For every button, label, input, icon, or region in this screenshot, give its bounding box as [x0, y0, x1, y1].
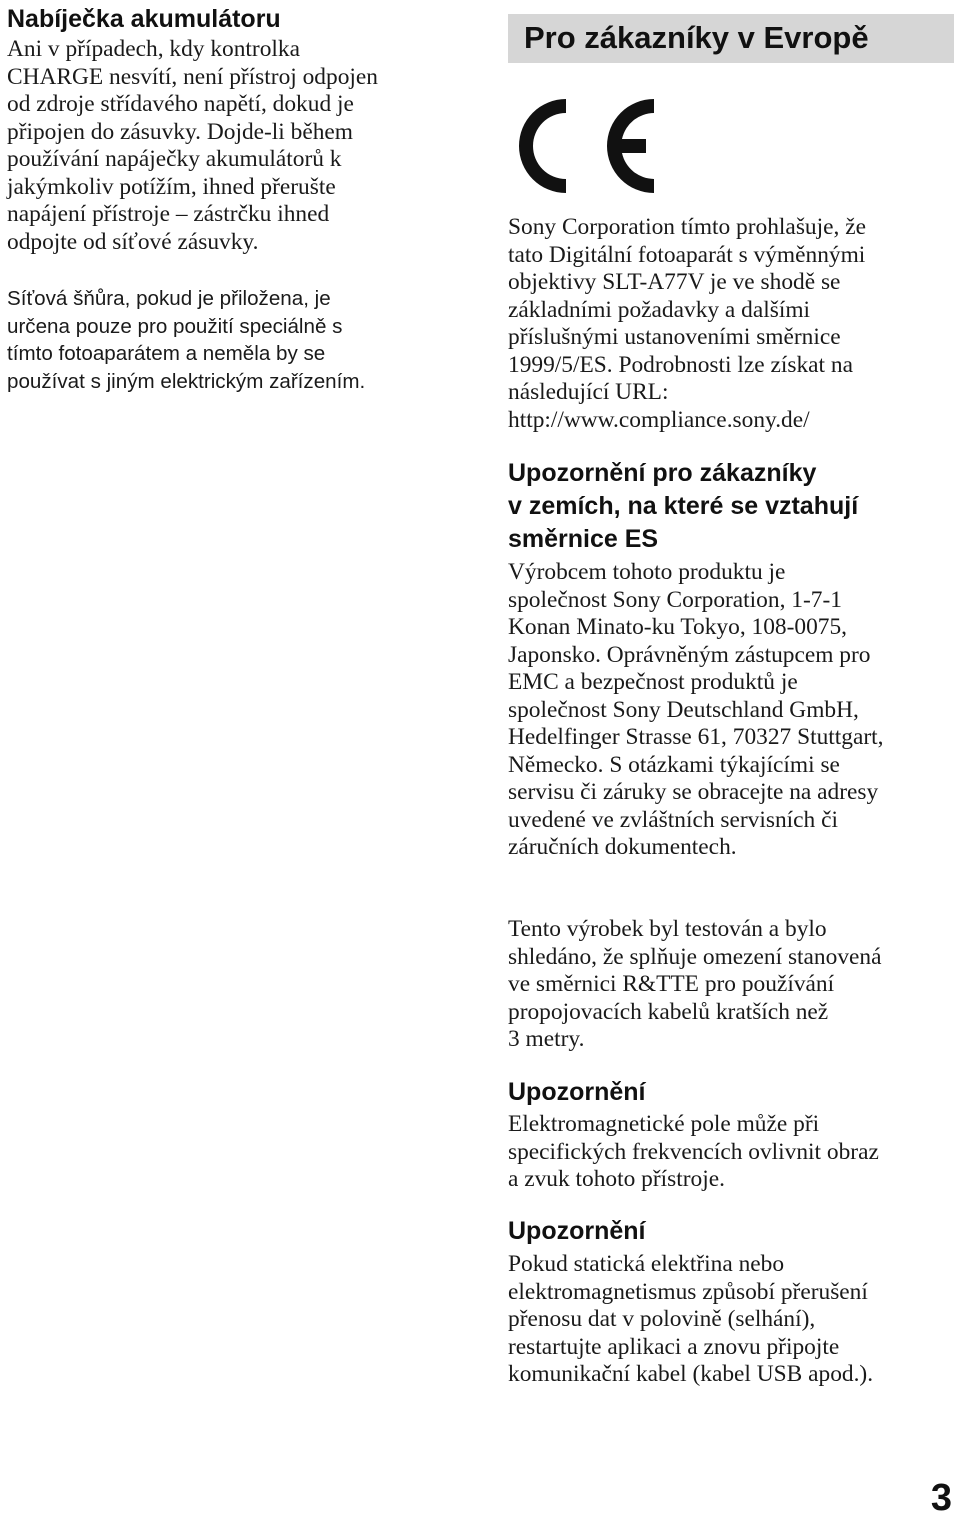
declaration-line: Sony Corporation tímto prohlašuje, že	[508, 214, 866, 240]
manufacturer-line: servisu či záruky se obracejte na adresy	[508, 779, 879, 805]
power-cord-paragraph	[7, 285, 365, 395]
cord-line: tímto fotoaparátem a neměla by se	[7, 342, 326, 365]
charger-paragraph	[7, 36, 378, 256]
charger-line: odpojte od síťové zásuvky.	[7, 228, 259, 255]
cord-line: používat s jiným elektrickým zařízením.	[7, 369, 366, 393]
warning-heading-2: Upozornění	[508, 1217, 646, 1245]
declaration-line: následující URL:	[508, 379, 669, 405]
warning2-line: přenosu dat v polovině (selhání),	[508, 1306, 816, 1332]
declaration-line: základními požadavky a dalšími	[508, 296, 811, 323]
manufacturer-line: společnost Sony Corporation, 1-7-1	[508, 586, 842, 613]
charger-line: CHARGE nesvítí, není přístroj odpojen	[7, 63, 378, 90]
warning-paragraph-2	[508, 1251, 873, 1389]
manufacturer-line: Hedelfinger Strasse 61, 70327 Stuttgart,	[508, 724, 884, 750]
declaration-line: příslušnými ustanoveními směrnice	[508, 324, 841, 350]
declaration-line: 1999/5/ES. Podrobnosti lze získat na	[508, 351, 853, 378]
compliance-url: http://www.compliance.sony.de/	[508, 406, 810, 433]
warning-paragraph-1	[508, 1111, 879, 1194]
charger-line: používání napáječky akumulátorů k	[7, 146, 342, 172]
manufacturer-line: Výrobcem tohoto produktu je	[508, 559, 786, 585]
manufacturer-line: Konan Minato-ku Tokyo, 108-0075,	[508, 614, 848, 640]
eu-heading-line: směrnice ES	[508, 525, 659, 553]
warning2-line: elektromagnetismus způsobí přerušení	[508, 1278, 868, 1305]
charger-line: od zdroje střídavého napětí, dokud je	[7, 91, 354, 117]
charger-heading: Nabíječka akumulátoru	[7, 5, 281, 33]
declaration-line: objektivy SLT-A77V je ve shodě se	[508, 269, 841, 295]
declaration-paragraph	[508, 214, 866, 434]
warning1-line: specifických frekvencích ovlivnit obraz	[508, 1138, 879, 1165]
manufacturer-line: Japonsko. Oprávněným zástupcem pro	[508, 641, 871, 668]
cord-line: Síťová šňůra, pokud je přiložena, je	[7, 287, 331, 310]
charger-line: připojen do zásuvky. Dojde-li během	[7, 118, 354, 145]
warning2-line: restartujte aplikaci a znovu připojte	[508, 1333, 840, 1360]
warning2-line: komunikační kabel (kabel USB apod.).	[508, 1361, 874, 1387]
eu-heading-line: v zemích, na které se vztahují	[508, 492, 859, 520]
eu-heading-line: Upozornění pro zákazníky	[508, 459, 817, 487]
manufacturer-line: uvedené ve zvláštních servisních či	[508, 806, 838, 833]
rtte-line: ve směrnici R&TTE pro používání	[508, 971, 835, 997]
manufacturer-line: EMC a bezpečnost produktů je	[508, 669, 798, 695]
page-number: 3	[930, 1477, 952, 1519]
rtte-line: Tento výrobek byl testován a bylo	[508, 916, 827, 942]
warning-heading-1: Upozornění	[508, 1078, 646, 1106]
charger-line: napájení přístroje – zástrčku ihned	[7, 201, 330, 227]
charger-line: Ani v případech, kdy kontrolka	[7, 36, 300, 62]
manufacturer-line: Německo. S otázkami týkajícími se	[508, 751, 840, 778]
charger-line: jakýmkoliv potížím, ihned přerušte	[7, 173, 336, 200]
manufacturer-line: záručních dokumentech.	[508, 834, 737, 860]
warning1-line: Elektromagnetické pole může při	[508, 1111, 820, 1137]
rtte-line: propojovacích kabelů kratších než	[508, 998, 829, 1025]
ce-mark-icon	[515, 95, 657, 197]
cord-line: určena pouze pro použití speciálně s	[7, 314, 343, 338]
declaration-line: tato Digitální fotoaparát s výměnnými	[508, 241, 866, 268]
rtte-paragraph	[508, 916, 881, 1054]
rtte-line: shledáno, že splňuje omezení stanovená	[508, 943, 882, 970]
banner-title: Pro zákazníky v Evropě	[524, 20, 869, 55]
warning2-line: Pokud statická elektřina nebo	[508, 1251, 785, 1277]
rtte-line: 3 metry.	[508, 1026, 585, 1052]
manufacturer-line: společnost Sony Deutschland GmbH,	[508, 696, 859, 723]
warning1-line: a zvuk tohoto přístroje.	[508, 1166, 725, 1192]
manufacturer-paragraph	[508, 559, 883, 862]
section-banner	[508, 14, 954, 63]
eu-customers-heading	[508, 457, 858, 556]
